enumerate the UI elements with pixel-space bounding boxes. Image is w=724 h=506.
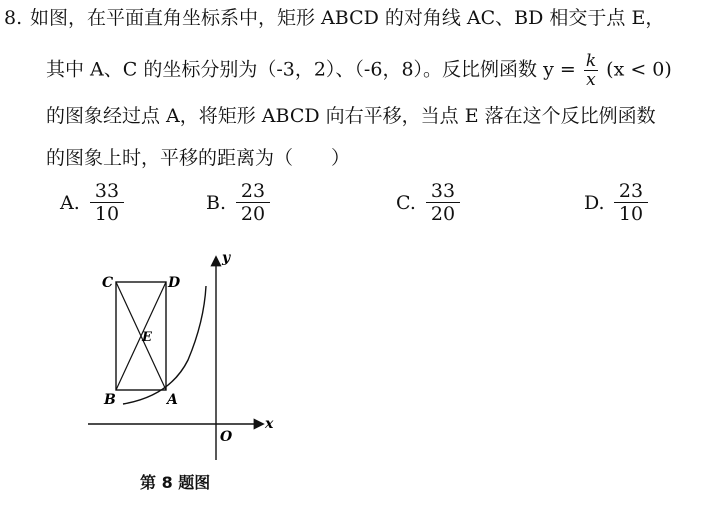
option-a-numerator: 33 — [90, 180, 124, 203]
label-x: x — [265, 416, 274, 432]
option-d-numerator: 23 — [614, 180, 648, 203]
label-e: E — [142, 330, 152, 345]
label-d: D — [168, 275, 181, 291]
option-b-denominator: 20 — [240, 203, 266, 225]
option-b-label: B. — [206, 192, 227, 214]
label-o: O — [220, 429, 233, 445]
label-a: A — [167, 392, 178, 408]
option-a-denominator: 10 — [94, 203, 120, 225]
question-text-3: 的图象经过点 A，将矩形 ABCD 向右平移，当点 E 落在这个反比例函数 — [46, 105, 656, 127]
question-text-2b: (x < 0) — [606, 58, 672, 81]
label-b: B — [104, 392, 116, 408]
option-d-label: D. — [584, 192, 605, 214]
question-text-4: 的图象上时，平移的距离为（ ） — [46, 147, 351, 169]
option-c-label: C. — [396, 192, 416, 214]
question-text-2a: 其中 A、C 的坐标分别为（-3，2）、（-6，8）。反比例函数 y = — [46, 58, 576, 81]
label-y: y — [222, 250, 231, 266]
option-c-numerator: 33 — [426, 180, 460, 203]
question-number: 8. — [4, 7, 23, 29]
option-a-label: A. — [60, 192, 80, 214]
label-c: C — [102, 275, 114, 291]
fraction-denominator: x — [586, 70, 596, 90]
question-text-1: 如图，在平面直角坐标系中，矩形 ABCD 的对角线 AC、BD 相交于点 E， — [30, 7, 665, 29]
fraction-numerator: k — [585, 51, 597, 71]
option-d-denominator: 10 — [618, 203, 644, 225]
option-c-denominator: 20 — [430, 203, 456, 225]
option-b-numerator: 23 — [236, 180, 270, 203]
figure-caption: 第 8 题图 — [140, 473, 211, 492]
